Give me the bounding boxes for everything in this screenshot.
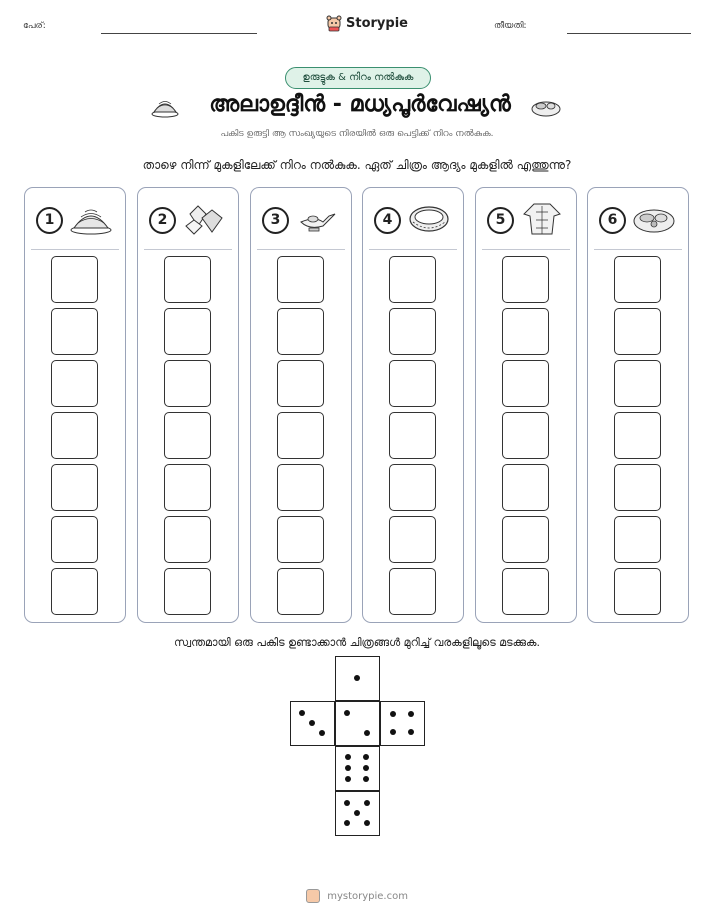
column-6 [587,187,689,623]
color-box[interactable] [389,360,436,407]
column-number: 5 [487,207,514,234]
color-box[interactable] [389,308,436,355]
column-number: 3 [262,207,289,234]
storypie-mascot-icon [306,889,320,903]
color-box[interactable] [164,360,211,407]
date-label: തീയതി: [494,21,527,31]
color-box[interactable] [51,516,98,563]
color-box[interactable] [164,464,211,511]
magic-lamp-icon [295,202,339,236]
baklava-icon [69,202,113,236]
color-box[interactable] [614,464,661,511]
color-box[interactable] [502,360,549,407]
dice-pip [364,820,370,826]
baklava-icon [150,94,180,118]
dice-face-1 [335,656,380,701]
dice-pip [345,765,351,771]
date-field-line[interactable] [567,33,691,34]
color-box[interactable] [277,412,324,459]
instruction-text: താഴെ നിന്ന് മുകളിലേക്ക് നിറം നൽകുക. ഏത് ചിത്രം ആദ്യം മുകളിൽ എത്തുന്നു? [142,158,572,172]
column-4 [362,187,464,623]
dice-pip [408,729,414,735]
dice-pip [363,765,369,771]
color-box[interactable] [51,568,98,615]
color-box[interactable] [502,256,549,303]
color-box[interactable] [389,516,436,563]
subtitle: പകിട ഉരുട്ടി ആ സംഖ്യയുടെ നിരയിൽ ഒരു പെട്ടിക്ക് നിറം നൽകുക. [220,129,494,139]
dice-face-6 [335,746,380,791]
brand-name: Storypie [346,15,408,31]
footer-url[interactable]: mystorypie.com [327,891,408,902]
column-divider [482,249,570,250]
dice-pip [364,730,370,736]
dice-pip [364,800,370,806]
color-box[interactable] [277,516,324,563]
color-box[interactable] [277,360,324,407]
dice-face-4 [380,701,425,746]
color-box[interactable] [389,568,436,615]
column-divider [31,249,119,250]
color-box[interactable] [614,516,661,563]
food-plate-icon [632,202,676,236]
dice-pip [309,720,315,726]
dice-pip [408,711,414,717]
gems-icon [182,202,226,236]
brand-logo [326,14,408,32]
color-box[interactable] [51,308,98,355]
color-box[interactable] [502,308,549,355]
food-plate-icon [530,94,562,118]
color-box[interactable] [51,464,98,511]
column-5 [475,187,577,623]
color-box[interactable] [164,412,211,459]
color-box[interactable] [277,256,324,303]
column-number: 4 [374,207,401,234]
page-title: അലാഉദ്ദീൻ - മധ്യപൂർവേഷ്യൻ [209,92,511,117]
column-number: 2 [149,207,176,234]
dice-pip [344,710,350,716]
dice-pip [299,710,305,716]
color-box[interactable] [389,256,436,303]
dice-pip [344,820,350,826]
dice-pip [345,754,351,760]
dice-face-3 [290,701,335,746]
robe-icon [520,202,564,236]
name-label: പേര്: [23,21,46,31]
dice-pip [363,776,369,782]
color-box[interactable] [277,568,324,615]
color-box[interactable] [277,464,324,511]
color-box[interactable] [614,256,661,303]
dice-face-5 [335,791,380,836]
bracelet-icon [407,202,451,236]
color-box[interactable] [614,412,661,459]
color-box[interactable] [389,464,436,511]
dice-pip [354,810,360,816]
footer [0,889,714,903]
column-3 [250,187,352,623]
column-1 [24,187,126,623]
dice-pip [345,776,351,782]
dice-pip [363,754,369,760]
color-box[interactable] [614,308,661,355]
dice-pip [319,730,325,736]
color-box[interactable] [51,412,98,459]
cube-instruction: സ്വന്തമായി ഒരു പകിട ഉണ്ടാക്കാൻ ചിത്രങ്ങൾ മുറിച്ച് വരകളിലൂടെ മടക്കുക. [174,636,540,649]
color-box[interactable] [277,308,324,355]
color-box[interactable] [389,412,436,459]
dice-pip [344,800,350,806]
color-box[interactable] [51,256,98,303]
name-field-line[interactable] [101,33,257,34]
color-box[interactable] [502,568,549,615]
color-box[interactable] [51,360,98,407]
column-divider [594,249,682,250]
storypie-mascot-icon [326,14,342,32]
color-box[interactable] [164,568,211,615]
color-box[interactable] [164,308,211,355]
dice-pip [390,729,396,735]
dice-face-2 [335,701,380,746]
dice-pip [390,711,396,717]
color-box[interactable] [614,360,661,407]
color-box[interactable] [502,412,549,459]
column-divider [144,249,232,250]
column-number: 6 [599,207,626,234]
color-box[interactable] [164,256,211,303]
column-divider [257,249,345,250]
column-2 [137,187,239,623]
activity-badge: ഉരുട്ടുക & നിറം നൽകുക [285,67,431,89]
color-box[interactable] [502,516,549,563]
column-number: 1 [36,207,63,234]
color-box[interactable] [502,464,549,511]
dice-pip [354,675,360,681]
color-box[interactable] [164,516,211,563]
column-divider [369,249,457,250]
color-box[interactable] [614,568,661,615]
